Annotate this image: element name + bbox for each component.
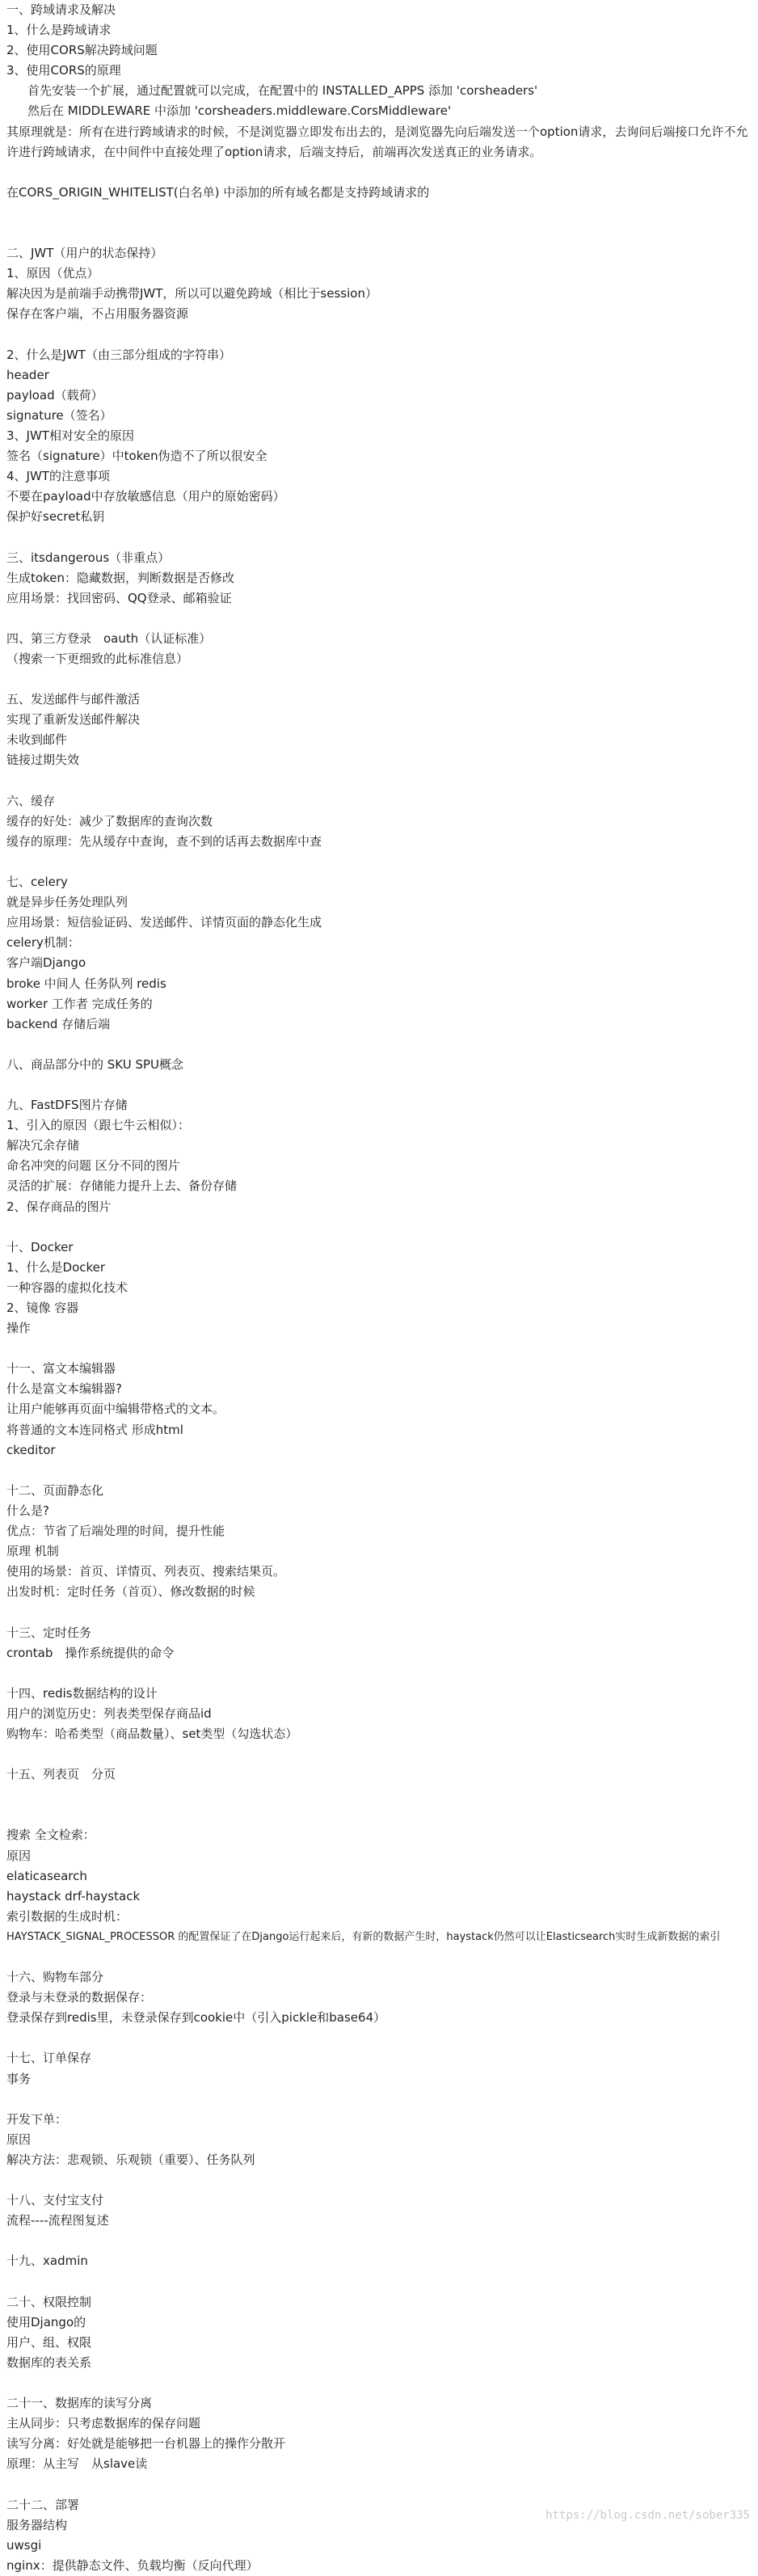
text-line: 1、引入的原因（跟七牛云相似）： bbox=[6, 1118, 191, 1133]
text-line: 八、商品部分中的 SKU SPU概念 bbox=[6, 1056, 184, 1072]
text-line: 什么是? bbox=[6, 1503, 49, 1518]
text-line: 就是异步任务处理队列 bbox=[6, 895, 128, 910]
blank-line bbox=[6, 223, 755, 243]
blank-line bbox=[6, 2474, 755, 2494]
text-line: 应用场景：短信验证码、发送邮件、详情页面的静态化生成 bbox=[6, 915, 322, 930]
text-line: elaticasearch bbox=[6, 1868, 87, 1883]
text-line: 十四、redis数据结构的设计 bbox=[6, 1685, 158, 1701]
text-line: 用户、组、权限 bbox=[6, 2334, 92, 2350]
text-line: 数据库的表关系 bbox=[6, 2355, 92, 2370]
text-line: 使用的场景：首页、详情页、列表页、搜索结果页。 bbox=[6, 1564, 286, 1579]
text-line: 未收到邮件 bbox=[6, 732, 68, 748]
text-line: 原因 bbox=[6, 1848, 32, 1863]
blank-line bbox=[6, 1744, 755, 1764]
blank-line bbox=[6, 162, 755, 183]
document-body bbox=[6, 0, 755, 2576]
text-line: signature（签名） bbox=[6, 407, 112, 423]
text-line: 用户的浏览历史：列表类型保存商品id bbox=[6, 1705, 212, 1721]
text-line: 2、什么是JWT（由三部分组成的字符串） bbox=[6, 347, 231, 362]
text-line: 生成token：隐藏数据，判断数据是否修改 bbox=[6, 570, 234, 585]
blank-line bbox=[6, 1075, 755, 1095]
blank-line bbox=[6, 203, 755, 223]
text-line: 什么是富文本编辑器? bbox=[6, 1381, 122, 1397]
text-line: 十一、富文本编辑器 bbox=[6, 1361, 116, 1377]
blank-line bbox=[6, 325, 755, 345]
text-line: 十七、订单保存 bbox=[6, 2051, 92, 2066]
blank-line bbox=[6, 1663, 755, 1684]
blank-line bbox=[6, 669, 755, 689]
text-line: HAYSTACK_SIGNAL_PROCESSOR 的配置保证了在Django运行起来后，有新的数据产生时，haystack仍然可以让Elasticsearch实时生成新数据的索引 bbox=[6, 1930, 721, 1943]
blank-line bbox=[6, 2170, 755, 2190]
text-line: 客户端Django bbox=[6, 955, 86, 971]
text-line: 3、JWT相对安全的原因 bbox=[6, 428, 134, 443]
text-line: 解决因为是前端手动携带JWT，所以可以避免跨域（相比于session） bbox=[6, 286, 377, 301]
text-line: 链接过期失效 bbox=[6, 753, 80, 768]
blank-line bbox=[6, 852, 755, 872]
text-line: 十五、列表页 分页 bbox=[6, 1767, 116, 1782]
text-line: 购物车：哈希类型（商品数量）、set类型（勾选状态） bbox=[6, 1726, 298, 1741]
text-line: 缓存的原理：先从缓存中查询，查不到的话再去数据库中查 bbox=[6, 833, 322, 849]
text-line: 2、使用CORS解决跨域问题 bbox=[6, 43, 158, 58]
text-line: 三、itsdangerous（非重点） bbox=[6, 550, 171, 565]
text-line: 四、第三方登录 oauth（认证标准） bbox=[6, 630, 212, 646]
text-line: celery机制： bbox=[6, 935, 80, 951]
text-line: 十八、支付宝支付 bbox=[6, 2193, 104, 2208]
text-line: 在CORS_ORIGIN_WHITELIST(白名单) 中添加的所有域名都是支持跨域请求的 bbox=[6, 184, 430, 200]
blank-line bbox=[6, 2089, 755, 2110]
blank-line bbox=[6, 1602, 755, 1622]
text-line: 十三、定时任务 bbox=[6, 1625, 92, 1640]
text-line: 读写分离：好处就是能够把一台机器上的操作分散开 bbox=[6, 2436, 286, 2452]
text-line: ckeditor bbox=[6, 1442, 56, 1457]
text-line: 十、Docker bbox=[6, 1239, 74, 1254]
blank-line bbox=[6, 1461, 755, 1481]
text-line: 1、什么是跨域请求 bbox=[6, 23, 112, 38]
text-line: 索引数据的生成时机： bbox=[6, 1908, 128, 1924]
text-line: 1、原因（优点） bbox=[6, 266, 99, 281]
text-line: 使用Django的 bbox=[6, 2314, 86, 2329]
text-line: 原理：从主写 从slave读 bbox=[6, 2456, 148, 2472]
text-line: 一种容器的虚拟化技术 bbox=[6, 1280, 128, 1295]
text-line: 登录保存到redis里，未登录保存到cookie中（引入pickle和base64） bbox=[6, 2010, 386, 2026]
blank-line bbox=[6, 1805, 755, 1825]
text-line: 缓存的好处：减少了数据库的查询次数 bbox=[6, 813, 213, 828]
text-line: 原因 bbox=[6, 2131, 32, 2147]
text-line: 保护好secret私钥 bbox=[6, 509, 105, 525]
text-line: 优点：节省了后端处理的时间，提升性能 bbox=[6, 1524, 225, 1539]
text-line: 将普通的文本连同格式 形成html bbox=[6, 1422, 183, 1437]
text-line: 十二、页面静态化 bbox=[6, 1482, 104, 1498]
blank-line bbox=[6, 527, 755, 547]
text-line: 原理 机制 bbox=[6, 1544, 59, 1559]
blank-line bbox=[6, 1339, 755, 1359]
text-line: 二十一、数据库的读写分离 bbox=[6, 2396, 153, 2411]
blank-line bbox=[6, 609, 755, 629]
text-line: 十九、xadmin bbox=[6, 2253, 88, 2269]
text-line: 事务 bbox=[6, 2071, 32, 2086]
blank-line bbox=[6, 1035, 755, 1055]
text-line: 3、使用CORS的原理 bbox=[6, 63, 121, 78]
text-line: 二、JWT（用户的状态保持） bbox=[6, 246, 163, 261]
text-line: 二十二、部署 bbox=[6, 2497, 80, 2512]
text-line: nginx：提供静态文件、负载均衡（反向代理） bbox=[6, 2557, 259, 2573]
text-line: 二十、权限控制 bbox=[6, 2294, 92, 2309]
text-line: 然后在 MIDDLEWARE 中添加 'corsheaders.middleware.CorsMiddleware' bbox=[27, 103, 452, 119]
text-line: 五、发送邮件与邮件激活 bbox=[6, 692, 141, 707]
text-line: 4、JWT的注意事项 bbox=[6, 469, 110, 484]
text-line: 操作 bbox=[6, 1321, 32, 1336]
text-line: 让用户能够再页面中编辑带格式的文本。 bbox=[6, 1402, 225, 1417]
text-line: 解决冗余存储 bbox=[6, 1138, 80, 1153]
text-line: 2、保存商品的图片 bbox=[6, 1199, 112, 1214]
blank-line bbox=[6, 1217, 755, 1237]
text-line: 登录与未登录的数据保存： bbox=[6, 1990, 153, 2005]
text-line: 主从同步：只考虑数据库的保存问题 bbox=[6, 2416, 201, 2431]
text-line: 1、什么是Docker bbox=[6, 1259, 106, 1275]
text-line: 应用场景：找回密码、QQ登录、邮箱验证 bbox=[6, 590, 232, 605]
text-line: worker 工作者 完成任务的 bbox=[6, 996, 153, 1011]
blank-line bbox=[6, 2272, 755, 2292]
text-line: crontab 操作系统提供的命令 bbox=[6, 1645, 175, 1660]
text-line: 签名（signature）中token伪造不了所以很安全 bbox=[6, 449, 267, 464]
text-line: haystack drf-haystack bbox=[6, 1888, 141, 1904]
blank-line bbox=[6, 2231, 755, 2251]
blank-line bbox=[6, 1785, 755, 1805]
blank-line bbox=[6, 771, 755, 791]
text-line: 首先安装一个扩展，通过配置就可以完成，在配置中的 INSTALLED_APPS 添加 'corsheaders' bbox=[27, 83, 538, 99]
blank-line bbox=[6, 2028, 755, 2048]
text-line: uwsgi bbox=[6, 2537, 42, 2553]
text-line: （搜索一下更细致的此标准信息） bbox=[6, 651, 189, 666]
text-line: 解决方法：悲观锁、乐观锁（重要）、任务队列 bbox=[6, 2152, 255, 2167]
text-line: backend 存储后端 bbox=[6, 1016, 111, 1031]
text-line: 十六、购物车部分 bbox=[6, 1970, 104, 1985]
text-line: 流程----流程图复述 bbox=[6, 2213, 109, 2228]
text-line: 七、celery bbox=[6, 875, 68, 890]
watermark: https://blog.csdn.net/sober335 bbox=[545, 2509, 750, 2522]
text-line: 实现了重新发送邮件解决 bbox=[6, 712, 141, 727]
text-line: 服务器结构 bbox=[6, 2517, 68, 2532]
text-line: 九、FastDFS图片存储 bbox=[6, 1098, 128, 1113]
text-line: 其原理就是：所有在进行跨域请求的时候，不是浏览器立即发布出去的，是浏览器先向后端发送一个option请求，去询问后端接口允许不允许进行跨域请求，在中间件中直接处理了option请求，后端支持后，前端再次发送真正的业务请求。 bbox=[6, 124, 748, 159]
text-line: payload（载荷） bbox=[6, 387, 103, 403]
text-line: 开发下单： bbox=[6, 2111, 68, 2127]
text-line: 一、跨域请求及解决 bbox=[6, 2, 116, 17]
text-line: 2、镜像 容器 bbox=[6, 1301, 79, 1315]
text-line: broke 中间人 任务队列 redis bbox=[6, 976, 166, 991]
text-line: 搜索 全文检索： bbox=[6, 1828, 95, 1843]
text-line: 保存在客户端，不占用服务器资源 bbox=[6, 306, 189, 322]
blank-line bbox=[6, 2373, 755, 2393]
text-line: 命名冲突的问题 区分不同的图片 bbox=[6, 1158, 180, 1174]
text-line: 灵活的扩展：存储能力提升上去、备份存储 bbox=[6, 1178, 238, 1194]
blank-line bbox=[6, 1947, 755, 1967]
text-line: header bbox=[6, 367, 49, 382]
text-line: 六、缓存 bbox=[6, 793, 56, 808]
text-line: 不要在payload中存放敏感信息（用户的原始密码） bbox=[6, 489, 285, 504]
text-line: 出发时机：定时任务（首页）、修改数据的时候 bbox=[6, 1584, 255, 1600]
